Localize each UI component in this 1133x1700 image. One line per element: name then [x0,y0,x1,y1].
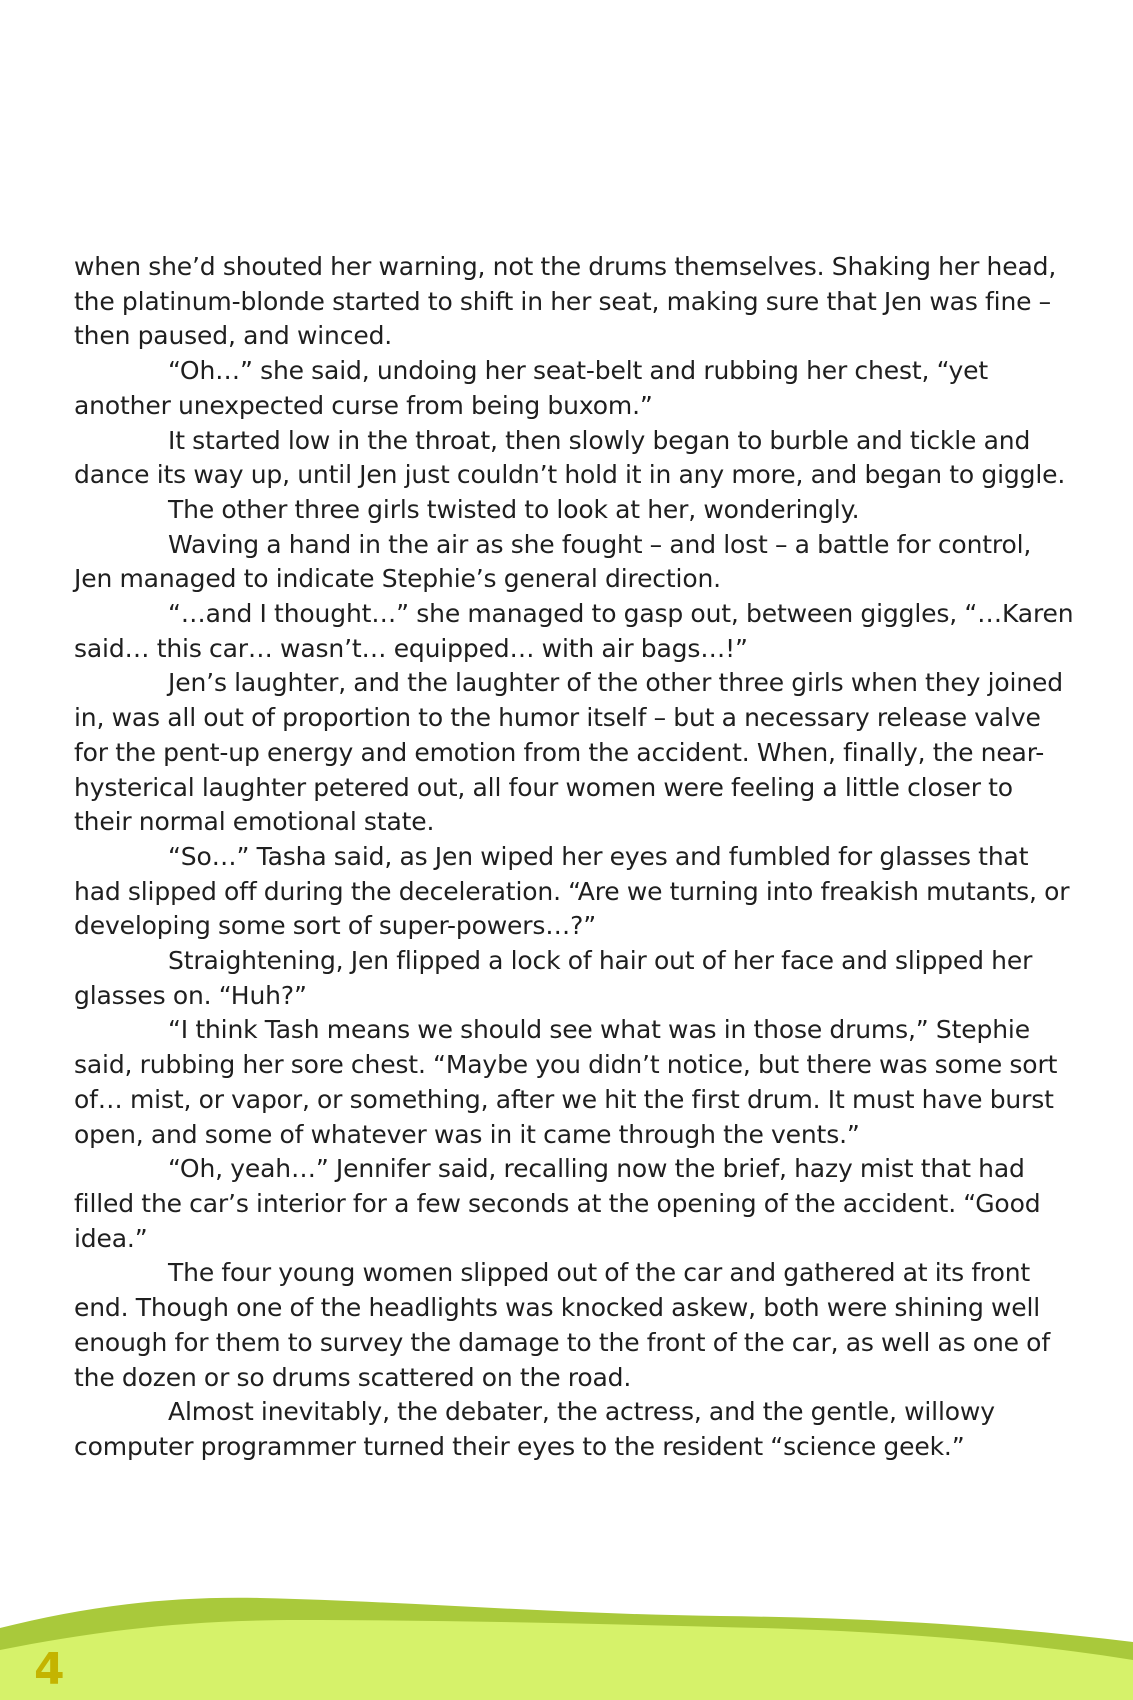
paragraph: “Oh…” she said, undoing her seat-belt and rubbing her chest, “yet another unexpected curse from being buxom.” [74,356,989,420]
paragraph: Straightening, Jen flipped a lock of hair out of her face and slipped her glasses on. “Huh?” [74,946,1033,1010]
paragraph: “I think Tash means we should see what was in those drums,” Stephie said, rubbing her sore chest. “Maybe you didn’t notice, but there was some sort of… mist, or vapor, or something, after we hit the first drum. It must have burst open, and some of whatever was in it came through the vents.” [74,1015,1058,1149]
paragraph: “So…” Tasha said, as Jen wiped her eyes and fumbled for glasses that had slipped off during the deceleration. “Are we turning into freakish mutants, or developing some sort of super-powers…?” [74,841,1070,941]
paragraph: The other three girls twisted to look at her, wonderingly. [168,494,860,524]
footer-wave-decoration [0,1590,1133,1700]
paragraph: The four young women slipped out of the car and gathered at its front end. Though one of the headlights was knocked askew, both were shining well enough for them to survey the damage to the front of the car, as well as one of the dozen or so drums scattered on the road. [74,1258,1050,1392]
paragraph: Jen’s laughter, and the laughter of the other three girls when they joined in, was all out of proportion to the humor itself – but a necessary release valve for the pent-up energy and emotion from the accident. When, finally, the near-hysterical laughter petered out, all four women were feeling a little closer to their normal emotional state. [74,668,1063,837]
page-number: 4 [34,1644,65,1695]
paragraph: It started low in the throat, then slowly began to burble and tickle and dance its way up, until Jen just couldn’t hold it in any more, and began to giggle. [74,425,1066,490]
paragraph: when she’d shouted her warning, not the drums themselves. Shaking her head, the platinum-blonde started to shift in her seat, making sure that Jen was fine – then paused, and winced. [74,252,1057,351]
paragraph: Waving a hand in the air as she fought – and lost – a battle for control, Jen managed to indicate Stephie’s general direction. [74,529,1032,594]
paragraph: Almost inevitably, the debater, the actress, and the gentle, willowy computer programmer turned their eyes to the resident “science geek.” [74,1397,995,1461]
paragraph: “…and I thought…” she managed to gasp out, between giggles, “…Karen said… this car… wasn’t… equipped… with air bags…!” [74,599,1074,663]
body-text [74,250,1074,1465]
paragraph: “Oh, yeah…” Jennifer said, recalling now the brief, hazy mist that had filled the car’s interior for a few seconds at the opening of the accident. “Good idea.” [74,1154,1041,1253]
